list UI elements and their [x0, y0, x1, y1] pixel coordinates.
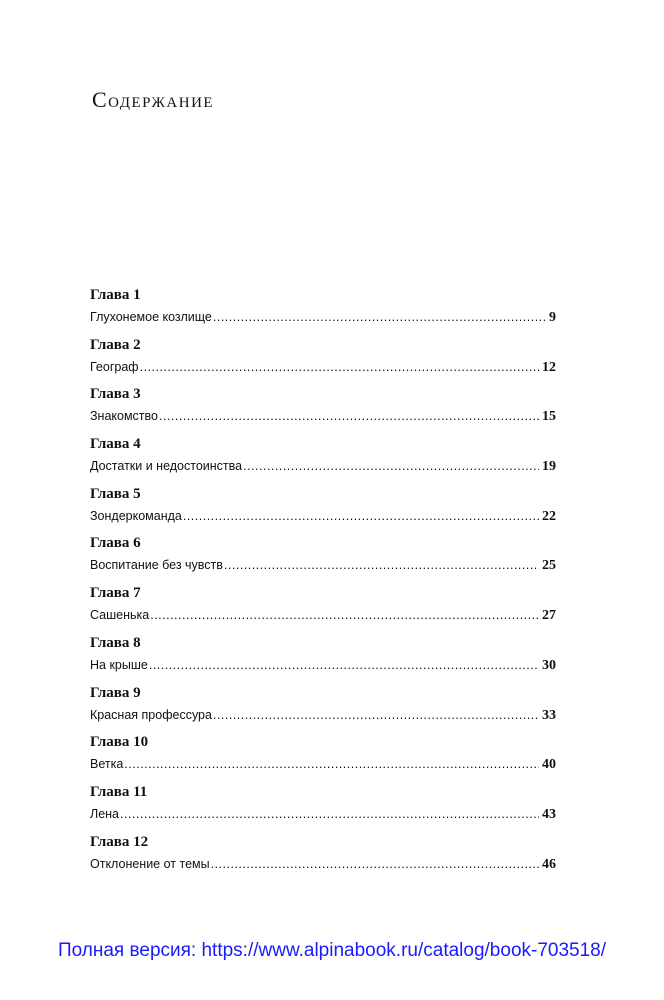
toc-line — [90, 508, 556, 525]
page-number: 30 — [542, 657, 556, 673]
page-number: 40 — [542, 757, 556, 773]
toc-entry[interactable] — [90, 534, 556, 584]
page-number: 33 — [542, 707, 556, 723]
chapter-title: Лена — [90, 806, 120, 821]
toc-line — [90, 657, 556, 674]
chapter-title: Воспитание без чувств — [90, 558, 223, 573]
toc-entry[interactable] — [90, 435, 556, 485]
page-number: 9 — [549, 310, 556, 325]
dot-leader — [213, 309, 546, 325]
page-number: 22 — [542, 508, 556, 524]
chapter-label: Глава 2 — [90, 336, 141, 353]
dot-leader — [124, 756, 539, 772]
toc-entry[interactable] — [90, 485, 556, 535]
toc-line — [90, 557, 556, 574]
page-number: 43 — [542, 806, 556, 822]
chapter-title: Достатки и недостоинства — [90, 459, 243, 474]
dot-leader — [150, 607, 539, 623]
chapter-label: Глава 10 — [90, 734, 149, 751]
page-number: 12 — [542, 359, 556, 375]
toc-entry[interactable] — [90, 286, 556, 336]
toc-line — [90, 607, 556, 624]
toc-line — [90, 756, 556, 773]
chapter-label: Глава 9 — [90, 684, 141, 701]
dot-leader — [211, 856, 539, 872]
chapter-label: Глава 7 — [90, 585, 141, 602]
chapter-title: Глухонемое козлище — [90, 310, 212, 324]
dot-leader — [213, 707, 539, 723]
dot-leader — [120, 806, 539, 822]
toc-line — [90, 408, 556, 425]
chapter-title: Географ — [90, 359, 139, 374]
toc-entry[interactable] — [90, 584, 556, 634]
page-number: 19 — [542, 459, 556, 475]
chapter-label: Глава 8 — [90, 634, 141, 651]
chapter-title: Знакомство — [90, 409, 158, 424]
toc-entry[interactable] — [90, 385, 556, 435]
dot-leader — [243, 458, 539, 474]
chapter-label: Глава 4 — [90, 436, 141, 453]
page-number: 27 — [542, 608, 556, 624]
dot-leader — [140, 359, 539, 375]
chapter-title: Красная профессура — [90, 707, 212, 722]
chapter-label: Глава 3 — [90, 386, 141, 403]
chapter-label: Глава 12 — [90, 833, 149, 850]
toc-line — [90, 856, 556, 873]
chapter-title: Ветка — [90, 757, 124, 772]
chapter-title: Отклонение от темы — [90, 856, 210, 871]
chapter-label: Глава 5 — [90, 485, 141, 502]
dot-leader — [159, 408, 539, 424]
page-number: 25 — [542, 558, 556, 574]
toc-line — [90, 309, 556, 326]
toc-entry[interactable] — [90, 634, 556, 684]
toc-line — [90, 359, 556, 376]
table-of-contents — [90, 286, 556, 882]
full-version-link[interactable]: Полная версия: https://www.alpinabook.ru/catalog/book-703518/ — [57, 940, 607, 961]
toc-entry[interactable] — [90, 733, 556, 783]
chapter-title: На крыше — [90, 657, 148, 672]
toc-entry[interactable] — [90, 684, 556, 734]
toc-line — [90, 707, 556, 724]
page-number: 15 — [542, 409, 556, 425]
toc-entry[interactable] — [90, 833, 556, 883]
dot-leader — [183, 508, 539, 524]
chapter-title: Сашенька — [90, 608, 150, 623]
dot-leader — [224, 557, 539, 573]
chapter-label: Глава 1 — [90, 287, 141, 303]
toc-line — [90, 806, 556, 823]
chapter-label: Глава 11 — [90, 783, 148, 800]
toc-entry[interactable] — [90, 336, 556, 386]
page-number: 46 — [542, 856, 556, 872]
chapter-label: Глава 6 — [90, 535, 141, 552]
toc-entry[interactable] — [90, 783, 556, 833]
page-title: Содержание — [92, 87, 215, 112]
dot-leader — [149, 657, 539, 673]
toc-line — [90, 458, 556, 475]
chapter-title: Зондеркоманда — [90, 508, 182, 523]
